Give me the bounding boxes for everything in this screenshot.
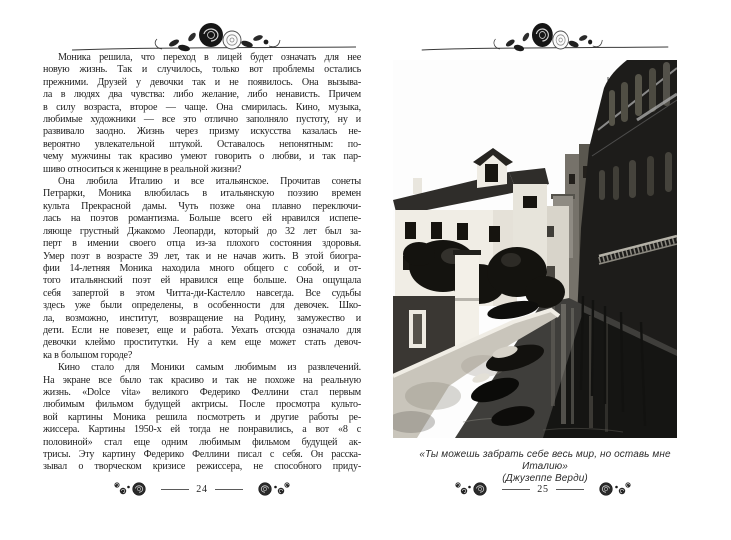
text-line: развивало заодно. Жизнь через призму искусства казалась не- <box>43 126 361 138</box>
text-line: шиво относиться к женщине в реальной жизни? <box>43 163 242 175</box>
rose-divider-ornament-icon <box>420 20 670 60</box>
footer-rule <box>161 489 189 490</box>
text-line: жиссера. Картины 1950-х ей тогда не понравились, а вот «8 с <box>43 424 361 436</box>
text-line: в силу возраста, второе — чаще. Она смирилась. Кино, музыка, <box>43 101 361 113</box>
text-line: перт в имении своего отца из-за плохого состояния здоровья. <box>43 238 361 250</box>
right-page <box>366 0 731 540</box>
text-line: ла, возможно, институт, возвращение на Родину, замужество и <box>43 312 361 324</box>
text-line: Умер поэт в возрасте 39 лет, так и не начав жить. В этой биогра- <box>43 250 361 262</box>
text-line: ла в людях два чувства: либо желание, либо ненависть. Причем <box>43 89 361 101</box>
left-page-text <box>43 52 361 474</box>
text-line: половиной» стал еще одним любимым фильмом будущей ак- <box>43 436 361 448</box>
text-line: лась на поэтов романтизма. Больше всего ей нравился испепе- <box>43 213 361 225</box>
text-line: вероятно увлекательной штукой. Оставалось непонятным: по- <box>43 138 361 150</box>
left-page-footer <box>43 480 361 498</box>
text-line: здесь уже были определены, в особенности для девочек. Шко- <box>43 300 361 312</box>
page-number: 25 <box>537 483 549 495</box>
text-line: фии 14-летняя Моника находила много общего с собой, и от- <box>43 262 361 274</box>
text-line: дети. Если не повезет, еще и работа. Уехать отсюда означало для <box>43 324 361 336</box>
footer-rule <box>556 489 584 490</box>
caption-author: (Джузеппе Верди) <box>502 473 588 484</box>
text-line: ляюще грустный Джакомо Леопарди, который до 32 лет был за- <box>43 225 361 237</box>
text-line: того итальянский поэт ей нравился еще больше. Она ощущала <box>43 275 361 287</box>
text-line: любимые художники — все это отлично заполняло пустоту, ну и <box>43 114 361 126</box>
rose-footer-ornament-icon <box>589 480 633 498</box>
text-line: прежними. Друзей у девочки так и не появилось. Она вызыва- <box>43 76 361 88</box>
text-line: Кино стало для Моники самым любимым из развлечений. <box>58 362 361 374</box>
text-line: Петрарки, Моника влюбилась в итальянскую поэзию времен <box>43 188 361 200</box>
footer-rule <box>215 489 243 490</box>
footer-rule <box>502 489 530 490</box>
text-line: вой картины Моника решила посмотреть и другие работы ре- <box>43 411 361 423</box>
right-page-footer <box>393 480 693 498</box>
caption-quote: «Ты можешь забрать себе весь мир, но оставь мне Италию» <box>419 449 671 472</box>
rose-footer-ornament-icon <box>453 480 497 498</box>
text-line: зывал о творческом кризисе режиссера, не способного приду- <box>43 461 361 473</box>
text-line: любимым фильмом будущей актрисы. После просмотра культо- <box>43 399 361 411</box>
venice-canal-photo <box>393 60 677 438</box>
text-line: На экране все было так красиво и так не похоже на реальную <box>43 374 361 386</box>
text-line: Моника решила, что переход в лицей будет означать для нее <box>58 52 361 63</box>
text-line: девочки клеймо проститутки. Ну а кем еще может стать девоч- <box>43 337 361 349</box>
rose-footer-ornament-icon <box>112 480 156 498</box>
text-line: Она любила Италию и все итальянское. Прочитав сонеты <box>58 176 361 188</box>
text-line: новую жизнь. Так и случилось, только вот проблемы остались <box>43 64 361 76</box>
text-line: жизнь. «Dolce vita» великого Федерико Феллини стал первым <box>43 386 361 398</box>
text-line: себя запертой в этом Читта-ди-Кастелло навсегда. Все судьбы <box>43 287 361 299</box>
text-line: ка в большом городе? <box>43 349 133 361</box>
text-line: чему мужчины так красиво умеют говорить о любви, и так пар- <box>43 151 361 163</box>
text-line: культа Прекрасной дамы. Чуть позже она плавно переключи- <box>43 200 361 212</box>
rose-footer-ornament-icon <box>248 480 292 498</box>
text-line: трисы. Эту картину Федерико Феллини писал с себя. Он расска- <box>43 449 361 460</box>
page-number: 24 <box>196 483 208 495</box>
